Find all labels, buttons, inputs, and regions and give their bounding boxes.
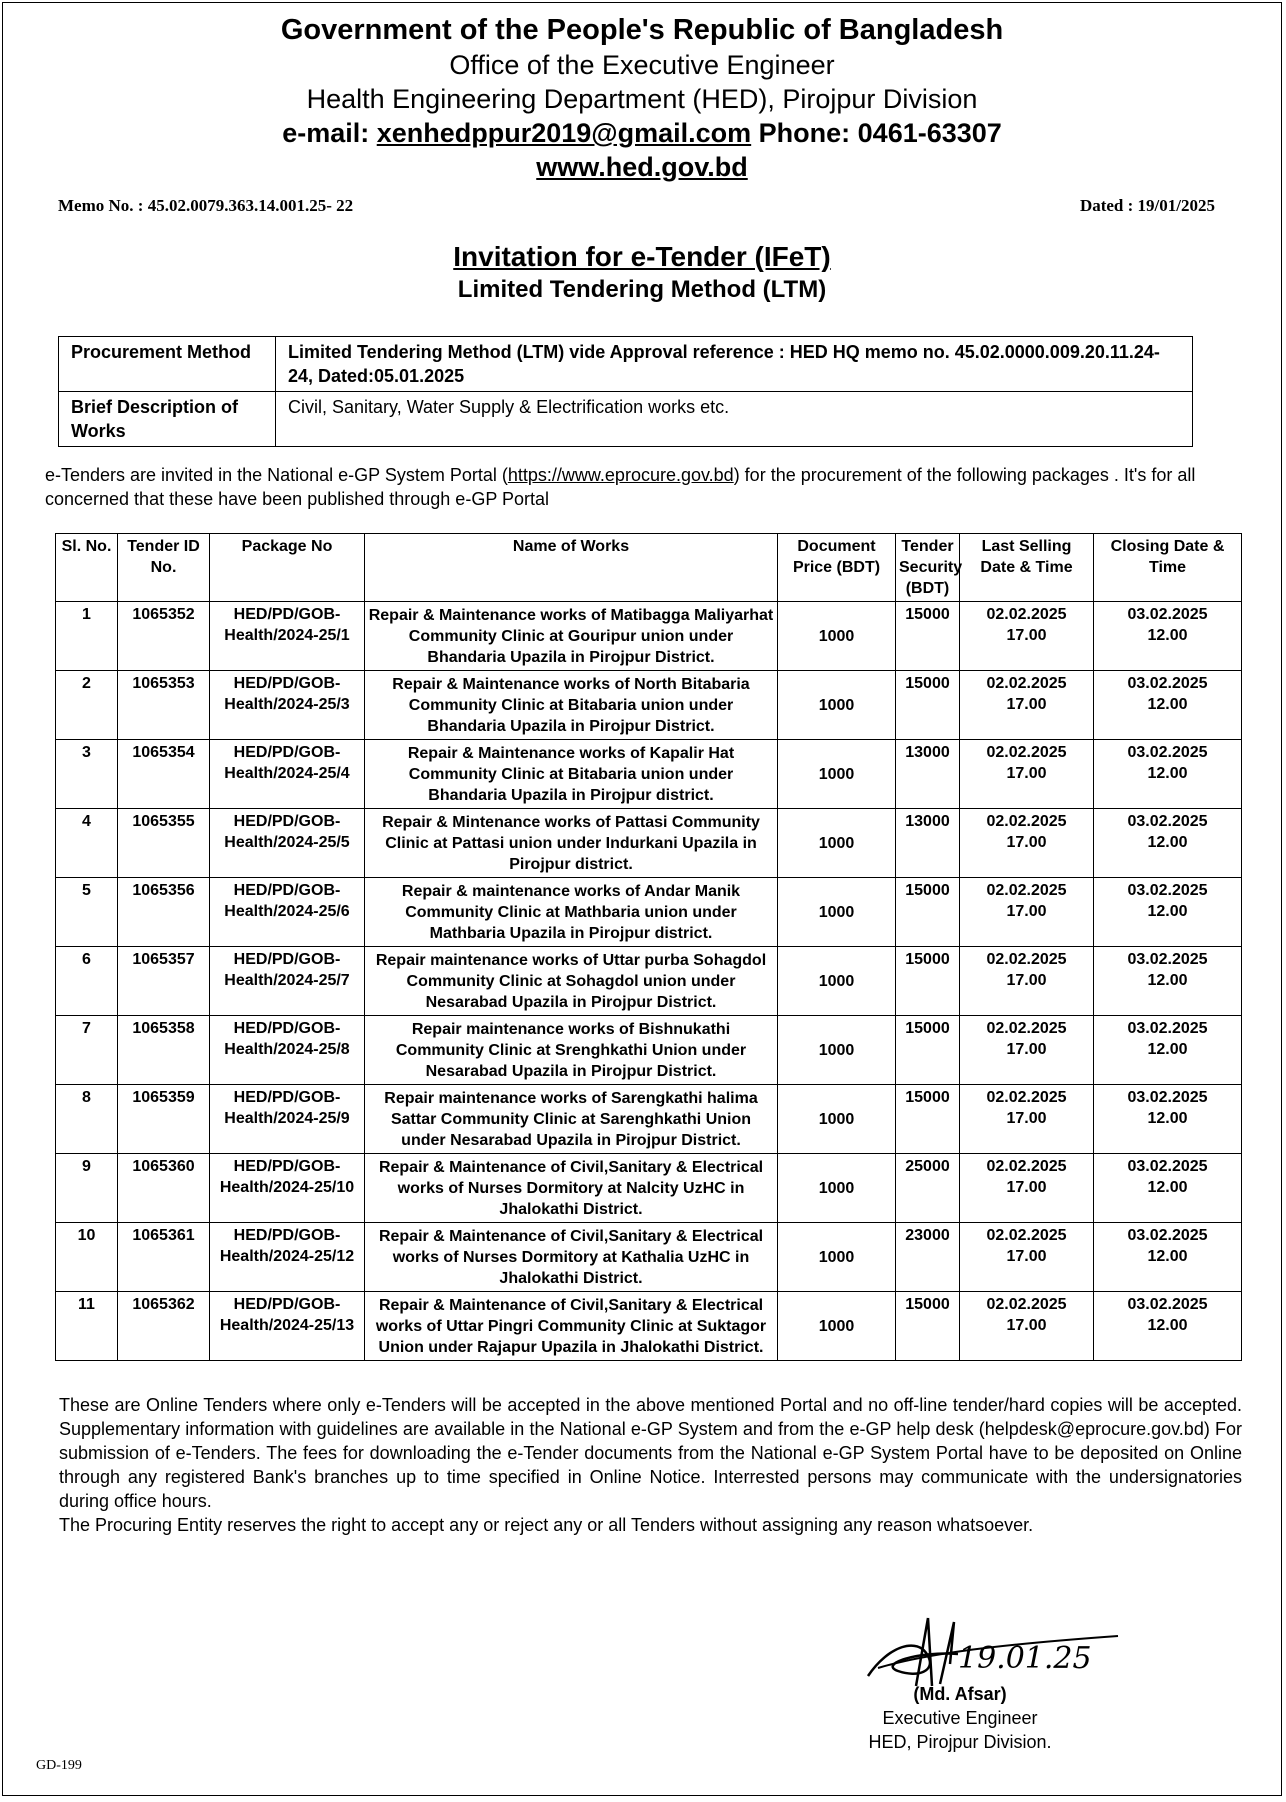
header-document-price: Document Price (BDT)	[778, 534, 896, 602]
cell-last-selling-date: 02.02.2025	[986, 882, 1067, 899]
invitation-title: Invitation for e-Tender (IFeT)	[453, 241, 831, 272]
cell-tender-id: 1065354	[118, 740, 210, 809]
cell-document-price: 1000	[778, 1085, 896, 1154]
cell-document-price: 1000	[778, 1292, 896, 1361]
cell-package-no: HED/PD/GOB-Health/2024-25/1	[210, 602, 365, 671]
cell-last-selling-date: 02.02.2025	[986, 1089, 1067, 1106]
cell-package-no: HED/PD/GOB-Health/2024-25/3	[210, 671, 365, 740]
cell-last-selling-time: 17.00	[1006, 1248, 1047, 1265]
brief-description-label: Brief Description of Works	[59, 392, 276, 447]
table-row	[56, 1016, 1242, 1085]
memo-number: Memo No. : 45.02.0079.363.14.001.25- 22	[58, 196, 354, 215]
procurement-method-row	[59, 337, 1193, 392]
cell-name-of-works: Repair & maintenance works of Andar Manik Community Clinic at Mathbaria union under Mathbaria Upazila in Pirojpur district.	[365, 878, 778, 947]
cell-closing	[1094, 1085, 1242, 1154]
cell-sl-no: 3	[56, 740, 118, 809]
cell-tender-security: 15000	[896, 671, 960, 740]
cell-sl-no: 4	[56, 809, 118, 878]
eprocure-portal-link[interactable]: https://www.eprocure.gov.bd	[507, 465, 734, 485]
cell-closing-date: 03.02.2025	[1127, 606, 1208, 623]
table-row	[56, 671, 1242, 740]
table-row	[56, 740, 1242, 809]
cell-closing-time: 12.00	[1147, 903, 1188, 920]
cell-closing	[1094, 671, 1242, 740]
cell-tender-security: 23000	[896, 1223, 960, 1292]
letterhead	[3, 3, 1281, 184]
contact-line	[3, 116, 1281, 150]
cell-last-selling-date: 02.02.2025	[986, 1296, 1067, 1313]
cell-last-selling	[960, 1016, 1094, 1085]
cell-tender-security: 15000	[896, 878, 960, 947]
signatory-office: HED, Pirojpur Division.	[868, 1732, 1052, 1752]
cell-closing-date: 03.02.2025	[1127, 744, 1208, 761]
table-row	[56, 1292, 1242, 1361]
signature-date-text: 19.01.25	[958, 1641, 1092, 1676]
cell-closing-time: 12.00	[1147, 765, 1188, 782]
cell-last-selling-date: 02.02.2025	[986, 606, 1067, 623]
signatory-designation: Executive Engineer	[882, 1708, 1038, 1728]
document-code: GD-199	[36, 1758, 82, 1773]
cell-last-selling-time: 17.00	[1006, 1179, 1047, 1196]
cell-tender-id: 1065358	[118, 1016, 210, 1085]
cell-document-price: 1000	[778, 671, 896, 740]
procurement-method-value: Limited Tendering Method (LTM) vide Approval reference : HED HQ memo no. 45.02.0000.009.20.11.24-24, Dated:05.01.2025	[276, 337, 1193, 392]
table-row	[56, 1154, 1242, 1223]
cell-document-price: 1000	[778, 809, 896, 878]
cell-last-selling	[960, 1085, 1094, 1154]
cell-closing-date: 03.02.2025	[1127, 675, 1208, 692]
cell-last-selling-time: 17.00	[1006, 1041, 1047, 1058]
department-name: Health Engineering Department (HED), Pirojpur Division	[306, 84, 978, 114]
cell-package-no: HED/PD/GOB-Health/2024-25/8	[210, 1016, 365, 1085]
cell-tender-security: 13000	[896, 740, 960, 809]
cell-sl-no: 11	[56, 1292, 118, 1361]
cell-last-selling-time: 17.00	[1006, 1110, 1047, 1127]
table-row	[56, 878, 1242, 947]
cell-sl-no: 6	[56, 947, 118, 1016]
brief-description-row	[59, 392, 1193, 447]
header-closing: Closing Date & Time	[1094, 534, 1242, 602]
cell-closing-date: 03.02.2025	[1127, 1296, 1208, 1313]
cell-closing-date: 03.02.2025	[1127, 813, 1208, 830]
cell-tender-id: 1065355	[118, 809, 210, 878]
cell-last-selling	[960, 947, 1094, 1016]
terms-section	[59, 1393, 1242, 1537]
cell-closing-time: 12.00	[1147, 1041, 1188, 1058]
cell-tender-id: 1065362	[118, 1292, 210, 1361]
cell-sl-no: 5	[56, 878, 118, 947]
cell-tender-id: 1065357	[118, 947, 210, 1016]
cell-closing	[1094, 1016, 1242, 1085]
website-link[interactable]: www.hed.gov.bd	[536, 152, 748, 182]
cell-closing-date: 03.02.2025	[1127, 951, 1208, 968]
cell-tender-id: 1065356	[118, 878, 210, 947]
cell-closing-time: 12.00	[1147, 1317, 1188, 1334]
cell-last-selling-time: 17.00	[1006, 834, 1047, 851]
table-row	[56, 947, 1242, 1016]
email-label: e-mail:	[282, 118, 377, 148]
invitation-subtitle: Limited Tendering Method (LTM)	[457, 276, 827, 303]
cell-tender-security: 15000	[896, 1016, 960, 1085]
cell-sl-no: 2	[56, 671, 118, 740]
cell-document-price: 1000	[778, 1016, 896, 1085]
header-name-of-works: Name of Works	[365, 534, 778, 602]
intro-paragraph	[45, 463, 1250, 511]
table-row	[56, 602, 1242, 671]
cell-last-selling-time: 17.00	[1006, 765, 1047, 782]
cell-closing-time: 12.00	[1147, 696, 1188, 713]
table-row	[56, 1223, 1242, 1292]
table-row	[56, 1085, 1242, 1154]
memo-date: Dated : 19/01/2025	[1079, 196, 1215, 215]
cell-package-no: HED/PD/GOB-Health/2024-25/4	[210, 740, 365, 809]
cell-closing	[1094, 809, 1242, 878]
cell-last-selling	[960, 671, 1094, 740]
cell-name-of-works: Repair & Maintenance of Civil,Sanitary & Electrical works of Uttar Pingri Community Clinic at Suktagor Union under Rajapur Upazila in Jhalokathi District.	[365, 1292, 778, 1361]
invitation-heading	[3, 240, 1281, 306]
cell-sl-no: 7	[56, 1016, 118, 1085]
cell-last-selling-date: 02.02.2025	[986, 1020, 1067, 1037]
cell-name-of-works: Repair maintenance works of Sarengkathi halima Sattar Community Clinic at Sarenghkathi Union under Nesarabad Upazila in Pirojpur District.	[365, 1085, 778, 1154]
cell-closing	[1094, 1223, 1242, 1292]
cell-package-no: HED/PD/GOB-Health/2024-25/9	[210, 1085, 365, 1154]
cell-tender-id: 1065361	[118, 1223, 210, 1292]
cell-closing	[1094, 740, 1242, 809]
header-sl-no: Sl. No.	[56, 534, 118, 602]
cell-closing-date: 03.02.2025	[1127, 1227, 1208, 1244]
cell-sl-no: 1	[56, 602, 118, 671]
cell-closing-time: 12.00	[1147, 1248, 1188, 1265]
cell-last-selling-time: 17.00	[1006, 696, 1047, 713]
cell-name-of-works: Repair & Mintenance works of Pattasi Community Clinic at Pattasi union under Indurkani Upazila in Pirojpur district.	[365, 809, 778, 878]
cell-tender-id: 1065359	[118, 1085, 210, 1154]
brief-description-value: Civil, Sanitary, Water Supply & Electrification works etc.	[276, 392, 1193, 447]
table-row	[56, 809, 1242, 878]
cell-tender-security: 15000	[896, 1085, 960, 1154]
reservation-paragraph: The Procuring Entity reserves the right to accept any or reject any or all Tenders without assigning any reason whatsoever.	[59, 1515, 1034, 1535]
cell-closing	[1094, 1292, 1242, 1361]
cell-closing-time: 12.00	[1147, 1179, 1188, 1196]
intro-text-before: e-Tenders are invited in the National e-GP System Portal (	[45, 465, 508, 485]
procurement-info-table	[58, 336, 1193, 447]
signature-block	[845, 1614, 1075, 1754]
cell-closing	[1094, 878, 1242, 947]
cell-closing	[1094, 947, 1242, 1016]
cell-closing-time: 12.00	[1147, 627, 1188, 644]
cell-package-no: HED/PD/GOB-Health/2024-25/12	[210, 1223, 365, 1292]
email-link[interactable]: xenhedppur2019@gmail.com	[376, 118, 752, 148]
cell-package-no: HED/PD/GOB-Health/2024-25/5	[210, 809, 365, 878]
cell-package-no: HED/PD/GOB-Health/2024-25/7	[210, 947, 365, 1016]
cell-closing-date: 03.02.2025	[1127, 1020, 1208, 1037]
cell-tender-id: 1065353	[118, 671, 210, 740]
cell-tender-security: 15000	[896, 947, 960, 1016]
cell-last-selling-date: 02.02.2025	[986, 675, 1067, 692]
cell-name-of-works: Repair & Maintenance of Civil,Sanitary & Electrical works of Nurses Dormitory at Nalcity UzHC in Jhalokathi District.	[365, 1154, 778, 1223]
cell-sl-no: 8	[56, 1085, 118, 1154]
procurement-method-label: Procurement Method	[59, 337, 276, 392]
cell-document-price: 1000	[778, 947, 896, 1016]
cell-last-selling	[960, 1223, 1094, 1292]
cell-last-selling-date: 02.02.2025	[986, 744, 1067, 761]
cell-tender-security: 15000	[896, 602, 960, 671]
header-tender-id: Tender ID No.	[118, 534, 210, 602]
cell-name-of-works: Repair & Maintenance works of North Bitabaria Community Clinic at Bitabaria union under Bhandaria Upazila in Pirojpur District.	[365, 671, 778, 740]
cell-closing-date: 03.02.2025	[1127, 882, 1208, 899]
cell-last-selling-time: 17.00	[1006, 1317, 1047, 1334]
tender-notice-page	[2, 2, 1282, 1796]
cell-closing-date: 03.02.2025	[1127, 1089, 1208, 1106]
tender-packages-table	[55, 533, 1242, 1361]
cell-closing	[1094, 602, 1242, 671]
cell-package-no: HED/PD/GOB-Health/2024-25/6	[210, 878, 365, 947]
table-header-row	[56, 534, 1242, 602]
cell-last-selling	[960, 809, 1094, 878]
cell-last-selling-time: 17.00	[1006, 903, 1047, 920]
cell-last-selling	[960, 878, 1094, 947]
cell-last-selling-date: 02.02.2025	[986, 951, 1067, 968]
cell-closing-date: 03.02.2025	[1127, 1158, 1208, 1175]
government-title: Government of the People's Republic of Bangladesh	[280, 14, 1004, 46]
cell-sl-no: 10	[56, 1223, 118, 1292]
tender-rows	[56, 602, 1242, 1361]
cell-last-selling	[960, 740, 1094, 809]
cell-sl-no: 9	[56, 1154, 118, 1223]
cell-closing-time: 12.00	[1147, 834, 1188, 851]
cell-name-of-works: Repair maintenance works of Bishnukathi Community Clinic at Srenghkathi Union under Nesarabad Upazila in Pirojpur District.	[365, 1016, 778, 1085]
cell-last-selling-date: 02.02.2025	[986, 1227, 1067, 1244]
cell-document-price: 1000	[778, 1154, 896, 1223]
cell-tender-security: 13000	[896, 809, 960, 878]
cell-name-of-works: Repair & Maintenance works of Matibagga Maliyarhat Community Clinic at Gouripur union under Bhandaria Upazila in Pirojpur District.	[365, 602, 778, 671]
signatory-name: (Md. Afsar)	[913, 1684, 1007, 1704]
cell-last-selling	[960, 602, 1094, 671]
cell-name-of-works: Repair maintenance works of Uttar purba Sohagdol Community Clinic at Sohagdol union under Nesarabad Upazila in Pirojpur District.	[365, 947, 778, 1016]
intro-text-after: ) for the procurement of the following packages . It's for all concerned that these have been published through e-GP Portal	[45, 465, 1196, 509]
cell-package-no: HED/PD/GOB-Health/2024-25/13	[210, 1292, 365, 1361]
header-tender-security: Tender Security (BDT)	[896, 534, 960, 602]
cell-package-no: HED/PD/GOB-Health/2024-25/10	[210, 1154, 365, 1223]
cell-name-of-works: Repair & Maintenance of Civil,Sanitary & Electrical works of Nurses Dormitory at Kathalia UzHC in Jhalokathi District.	[365, 1223, 778, 1292]
cell-tender-id: 1065360	[118, 1154, 210, 1223]
office-name: Office of the Executive Engineer	[449, 50, 835, 80]
phone-number: Phone: 0461-63307	[751, 118, 1002, 148]
cell-tender-security: 25000	[896, 1154, 960, 1223]
header-last-selling: Last Selling Date & Time	[960, 534, 1094, 602]
cell-document-price: 1000	[778, 1223, 896, 1292]
cell-closing	[1094, 1154, 1242, 1223]
cell-name-of-works: Repair & Maintenance works of Kapalir Hat Community Clinic at Bitabaria union under Bhandaria Upazila in Pirojpur district.	[365, 740, 778, 809]
terms-paragraph: These are Online Tenders where only e-Tenders will be accepted in the above mentioned Portal and no off-line tender/hard copies will be accepted. Supplementary information with guidelines are available in the National e-GP System and from the e-GP help desk (helpdesk@eprocure.gov.bd) For submission of e-Tenders. The fees for downloading the e-Tender documents from the National e-GP System Portal have to be deposited on Online through any registered Bank's branches up to time specified in Online Notice. Interrested persons may communicate with the undersignatories during office hours.	[59, 1395, 1242, 1511]
memo-row	[3, 192, 1281, 222]
cell-last-selling-time: 17.00	[1006, 972, 1047, 989]
cell-last-selling	[960, 1154, 1094, 1223]
cell-document-price: 1000	[778, 602, 896, 671]
cell-closing-time: 12.00	[1147, 1110, 1188, 1127]
cell-tender-id: 1065352	[118, 602, 210, 671]
cell-tender-security: 15000	[896, 1292, 960, 1361]
cell-last-selling-date: 02.02.2025	[986, 1158, 1067, 1175]
cell-last-selling-date: 02.02.2025	[986, 813, 1067, 830]
cell-last-selling-time: 17.00	[1006, 627, 1047, 644]
cell-last-selling	[960, 1292, 1094, 1361]
cell-closing-time: 12.00	[1147, 972, 1188, 989]
header-package-no: Package No	[210, 534, 365, 602]
cell-document-price: 1000	[778, 740, 896, 809]
cell-document-price: 1000	[778, 878, 896, 947]
